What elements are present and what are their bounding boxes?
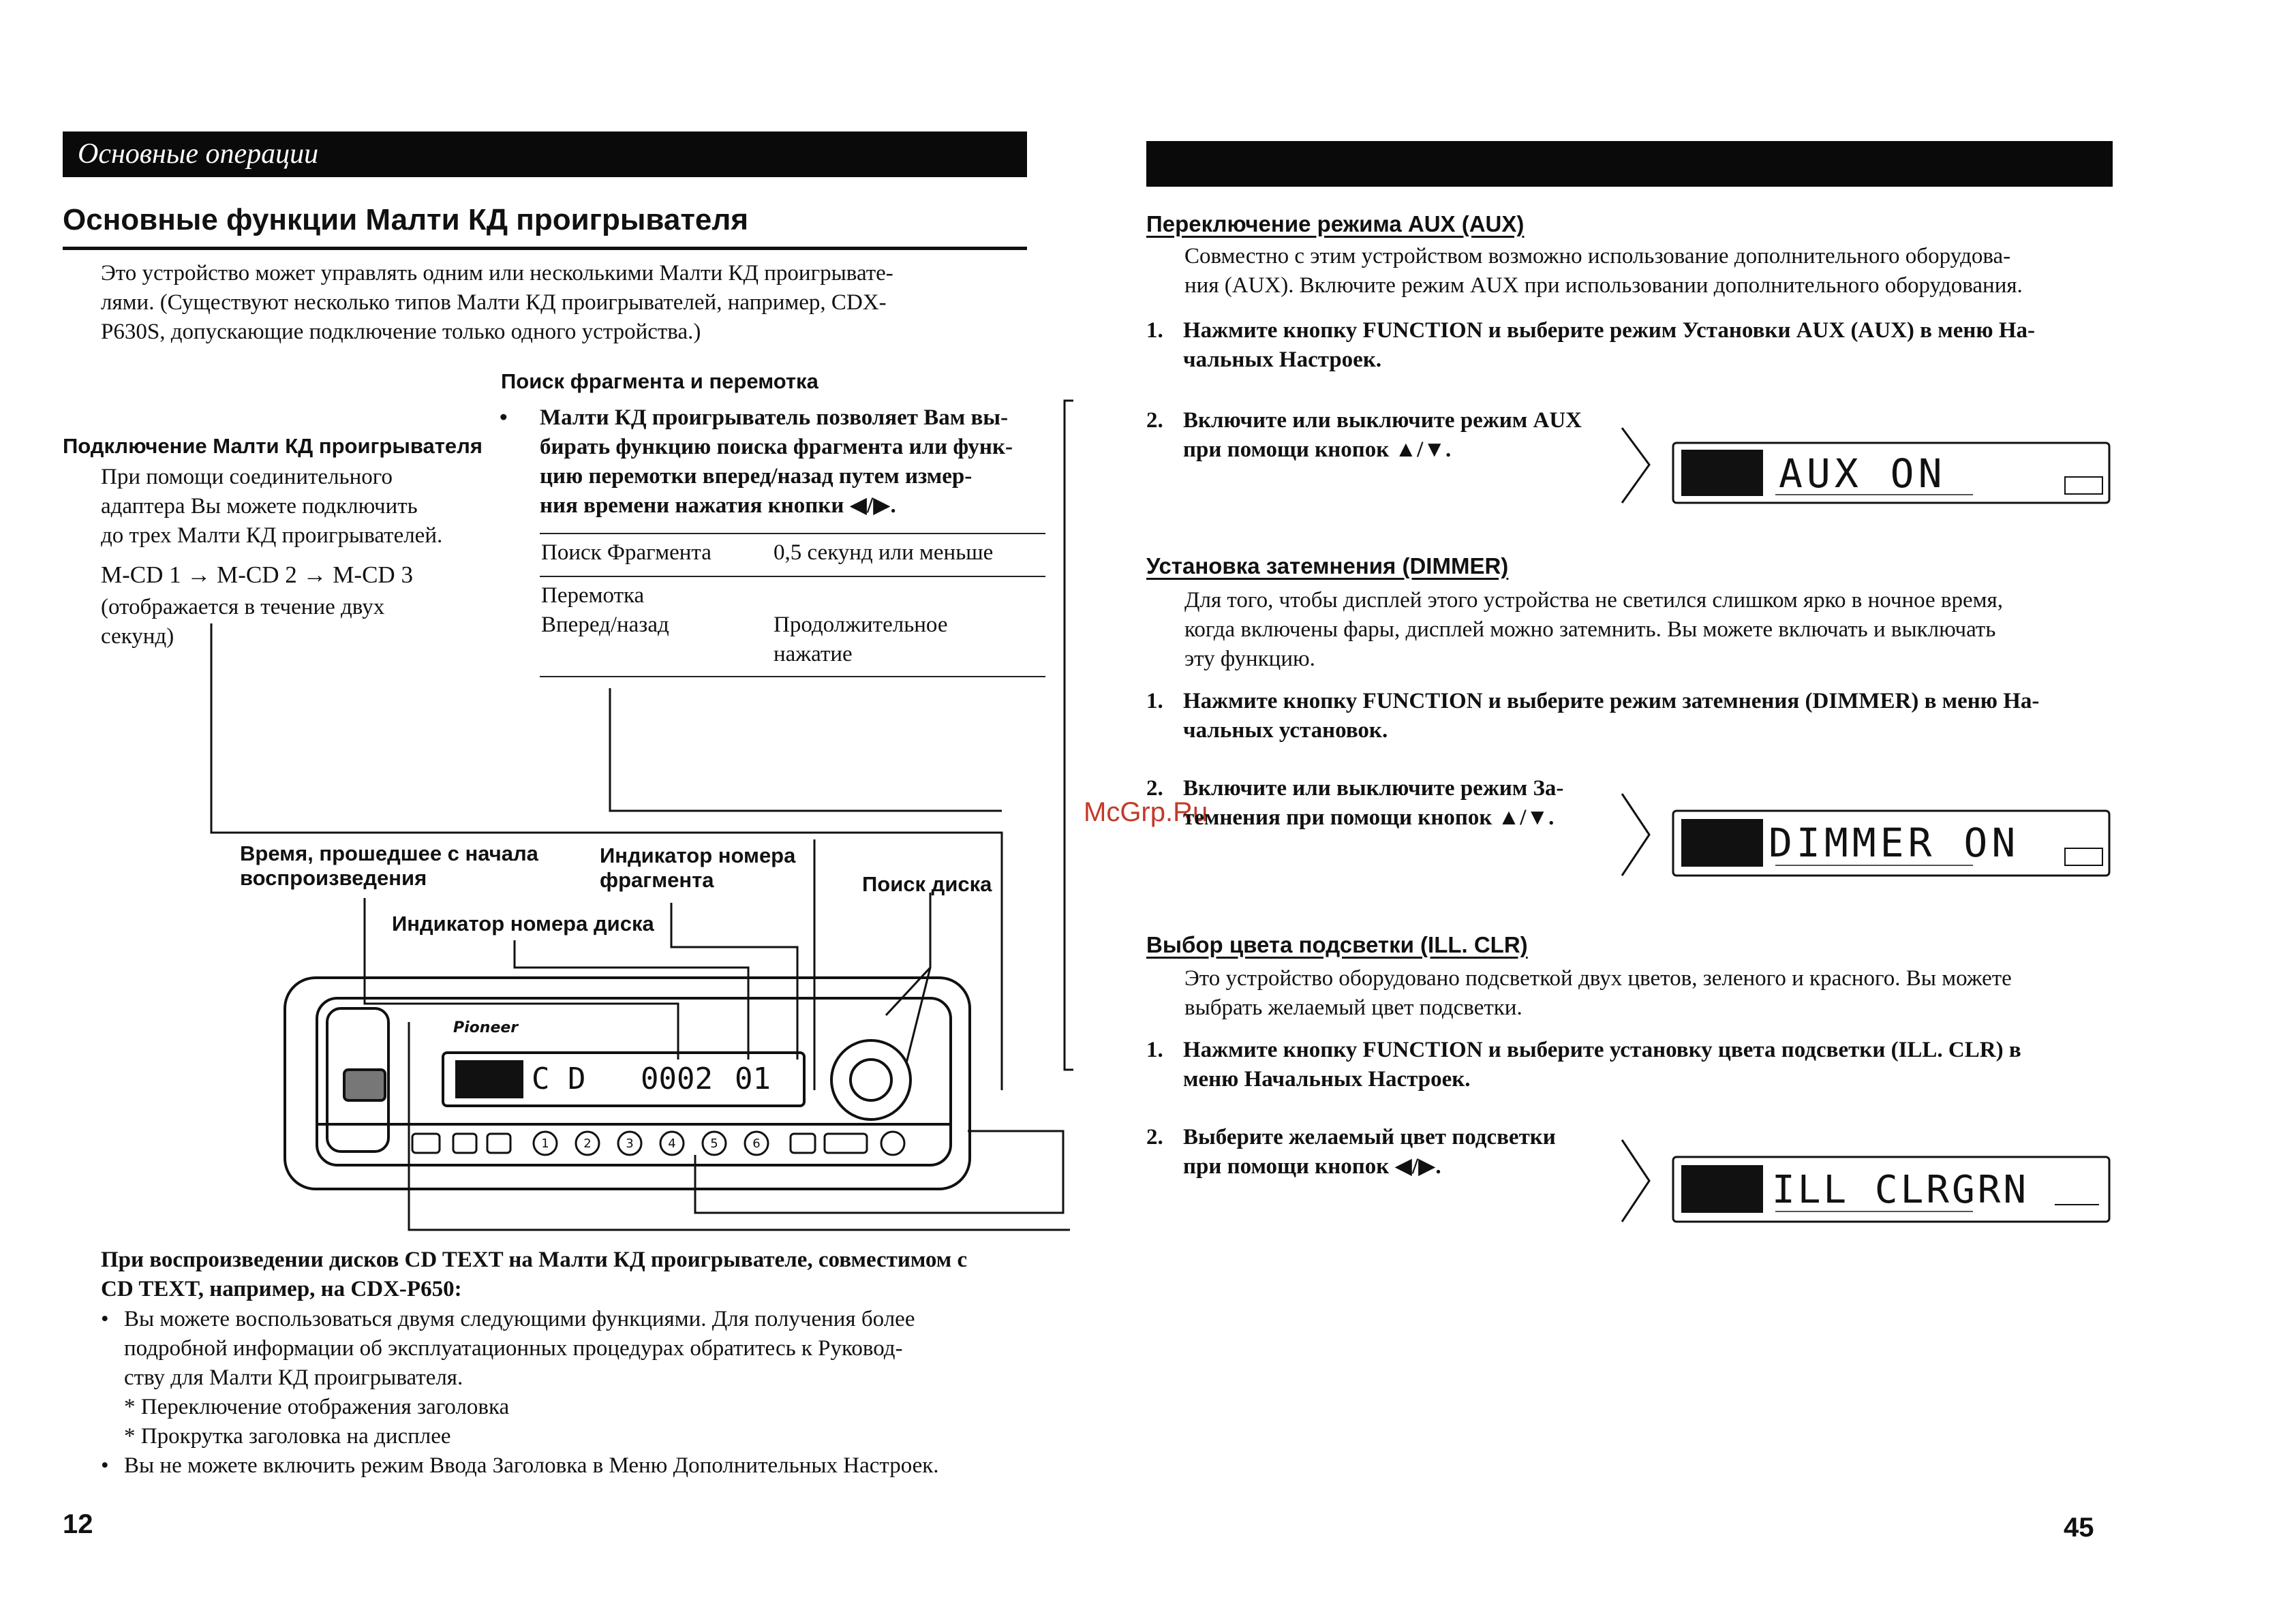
mcd-note-line: (отображается в течение двух xyxy=(101,595,385,619)
display-counter: 0002 xyxy=(641,1062,713,1096)
device-brand: Pioneer xyxy=(453,1019,519,1036)
dimmer-step-1 xyxy=(1146,687,2114,745)
step-text: меню Начальных Настроек. xyxy=(1183,1067,1471,1092)
illclr-title: Выбор цвета подсветки (ILL. CLR) xyxy=(1146,932,1528,957)
seek-button xyxy=(825,1134,867,1153)
table-row-1-value: 0,5 секунд или меньше xyxy=(774,540,994,565)
illclr-display xyxy=(1619,1137,2116,1232)
up-button xyxy=(881,1132,904,1155)
band-button xyxy=(412,1134,440,1153)
intro-line: лями. (Существуют несколько типов Малти КД проигрывателей, например, CDX- xyxy=(101,290,887,315)
step-text: Нажмите кнопку FUNCTION и выберите режим Установки AUX (AUX) в меню На- xyxy=(1183,318,2036,343)
table-cell: Продолжительное xyxy=(774,613,948,637)
step-text: при помощи кнопок ◀/▶. xyxy=(1183,1154,1441,1179)
connection-heading: Подключение Малти КД проигрывателя xyxy=(63,434,483,458)
callout-line: фрагмента xyxy=(600,868,714,892)
connection-line: При помощи соединительного xyxy=(101,465,393,489)
bracket-line xyxy=(1065,401,1073,1070)
pty-button xyxy=(791,1134,815,1153)
step-number: 1. xyxy=(1146,689,1163,713)
preset-label: 5 xyxy=(710,1137,718,1151)
left-header-title: Основные операции xyxy=(78,138,319,170)
cdtext-heading-line: CD TEXT, например, на CDX-P650: xyxy=(101,1277,462,1301)
dimmer-text-line: когда включены фары, дисплей можно затемнить. Вы можете включать и выключать xyxy=(1184,617,1996,642)
illclr-text-line: Это устройство оборудовано подсветкой двух цветов, зеленого и красного. Вы можете xyxy=(1184,966,2012,991)
leader-mcd xyxy=(211,623,1002,1090)
watermark: McGrp.Ru xyxy=(1084,797,1208,827)
dimmer-step-2 xyxy=(1146,774,1637,833)
step-text: при помощи кнопок ▲/▼. xyxy=(1183,437,1452,462)
leader-track xyxy=(671,903,797,1060)
preset-label: 1 xyxy=(541,1137,549,1151)
step-text: чальных Настроек. xyxy=(1183,347,1382,372)
aux-step-2 xyxy=(1146,406,1637,465)
arrow-pointer xyxy=(1622,794,1649,876)
arrow-pointer xyxy=(1622,1140,1649,1222)
bullet-dot: • xyxy=(101,1307,109,1331)
step-text: Нажмите кнопку FUNCTION и выберите режим затемнения (DIMMER) в меню На- xyxy=(1183,689,2040,713)
lcd-text: ILL CLRGRN xyxy=(1772,1168,2030,1212)
search-heading: Поиск фрагмента и перемотка xyxy=(501,369,818,393)
page-title: Основные функции Малти КД проигрывателя xyxy=(63,203,749,236)
table-cell: Перемотка xyxy=(541,583,645,608)
display-track: 01 xyxy=(735,1062,771,1096)
table-row-1-label: Поиск Фрагмента xyxy=(541,540,711,565)
arrow-pointer xyxy=(1622,428,1649,503)
aux-text-line: Совместно с этим устройством возможно использование дополнительного оборудова- xyxy=(1184,244,2011,268)
dimmer-text xyxy=(1184,586,2125,674)
leader-bottom-2 xyxy=(695,1131,1063,1213)
connection-line: адаптера Вы можете подключить xyxy=(101,494,418,519)
function-button xyxy=(453,1134,476,1153)
dimmer-title: Установка затемнения (DIMMER) xyxy=(1146,553,1509,578)
intro-line: Это устройство может управлять одним или несколькими Малти КД проигрывате- xyxy=(101,261,893,285)
illclr-step-2 xyxy=(1146,1123,1637,1181)
lcd-text: DIMMER ON xyxy=(1769,820,2020,866)
search-bullet-line: ния времени нажатия кнопки ◀/▶. xyxy=(540,493,896,518)
preset-label: 2 xyxy=(583,1137,592,1151)
eject-button xyxy=(344,1070,385,1100)
callout-disc-indicator: Индикатор номера диска xyxy=(392,912,654,936)
cdtext-line: ству для Малти КД проигрывателя. xyxy=(124,1365,463,1390)
step-text: Включите или выключите режим AUX xyxy=(1183,408,1582,433)
cdtext-line: подробной информации об эксплуатационных процедурах обратитесь к Руковод- xyxy=(124,1336,903,1361)
mcd-sequence: M-CD 1 → M-CD 2 → M-CD 3 xyxy=(101,561,413,588)
aux-text xyxy=(1184,242,2125,300)
illclr-text-line: выбрать желаемый цвет подсветки. xyxy=(1184,995,1522,1020)
jog-dial xyxy=(831,1040,910,1119)
aux-text-line: ния (AUX). Включите режим AUX при использовании дополнительного оборудования. xyxy=(1184,273,2023,298)
ta-button xyxy=(487,1134,510,1153)
lcd-icon-block xyxy=(1681,819,1763,867)
step-text: Включите или выключите режим За- xyxy=(1183,776,1564,801)
connection-line: до трех Малти КД проигрывателей. xyxy=(101,523,443,548)
aux-title: Переключение режима AUX (AUX) xyxy=(1146,211,1525,236)
illclr-text xyxy=(1184,964,2125,1023)
lcd-icon-block xyxy=(1681,450,1763,496)
illclr-step-1 xyxy=(1146,1036,2114,1094)
step-number: 1. xyxy=(1146,1038,1163,1062)
cdtext-heading-line: При воспроизведении дисков CD TEXT на Малти КД проигрывателе, совместимом с xyxy=(101,1248,968,1272)
display-mode: C D xyxy=(532,1062,586,1096)
lcd-icon-block xyxy=(1681,1165,1763,1213)
device-illustration xyxy=(0,0,1090,1240)
step-text: Нажмите кнопку FUNCTION и выберите установку цвета подсветки (ILL. CLR) в xyxy=(1183,1038,2021,1062)
step-text: чальных установок. xyxy=(1183,718,1388,743)
leader-disc xyxy=(515,940,748,1060)
callout-disc-search: Поиск диска xyxy=(862,872,992,896)
callout-line: Индикатор номера xyxy=(600,844,796,867)
dimmer-display xyxy=(1619,790,2116,886)
table-cell: нажатие xyxy=(774,642,853,666)
search-bullet-line: Малти КД проигрыватель позволяет Вам вы- xyxy=(540,405,1009,430)
cdtext-bullet-2: Вы не можете включить режим Ввода Заголовка в Меню Дополнительных Настроек. xyxy=(124,1453,939,1478)
cdtext-star: * Переключение отображения заголовка xyxy=(124,1395,510,1419)
bullet-dot: • xyxy=(500,405,508,430)
dimmer-text-line: Для того, чтобы дисплей этого устройства не светился слишком ярко в ночное время, xyxy=(1184,588,2003,613)
cdtext-heading xyxy=(101,1246,1055,1304)
search-bullet-line: цию перемотки вперед/назад путем измер- xyxy=(540,464,973,489)
step-text: темнения при помощи кнопок ▲/▼. xyxy=(1183,805,1555,830)
dimmer-text-line: эту функцию. xyxy=(1184,647,1315,671)
cdtext-star: * Прокрутка заголовка на дисплее xyxy=(124,1424,451,1449)
aux-step-1 xyxy=(1146,316,2114,375)
search-bullet-line: бирать функцию поиска фрагмента или функ- xyxy=(540,435,1013,459)
bullet-dot: • xyxy=(101,1453,109,1478)
mcd-note-line: секунд) xyxy=(101,624,174,649)
callout-line: воспроизведения xyxy=(240,866,427,890)
preset-label: 4 xyxy=(668,1137,676,1151)
step-number: 1. xyxy=(1146,318,1163,343)
aux-display xyxy=(1619,422,2116,511)
intro-line: P630S, допускающие подключение только одного устройства.) xyxy=(101,320,701,344)
callout-line: Время, прошедшее с начала xyxy=(240,841,538,865)
right-page-number: 45 xyxy=(2064,1513,2094,1543)
step-text: Выберите желаемый цвет подсветки xyxy=(1183,1125,1556,1149)
leader-search xyxy=(610,688,1002,811)
step-number: 2. xyxy=(1146,776,1163,801)
right-header-bar xyxy=(1146,141,2113,187)
preset-label: 3 xyxy=(626,1137,634,1151)
cdtext-bullet-1 xyxy=(124,1305,1044,1451)
lcd-text: AUX ON xyxy=(1779,450,1946,497)
left-page-number: 12 xyxy=(63,1509,93,1539)
cdtext-line: Вы можете воспользоваться двумя следующими функциями. Для получения более xyxy=(124,1307,915,1331)
preset-label: 6 xyxy=(752,1137,761,1151)
step-number: 2. xyxy=(1146,1125,1163,1149)
jog-dial-center xyxy=(851,1060,891,1100)
step-number: 2. xyxy=(1146,408,1163,433)
table-cell: Вперед/назад xyxy=(541,613,669,637)
display-icon-block xyxy=(455,1060,523,1098)
